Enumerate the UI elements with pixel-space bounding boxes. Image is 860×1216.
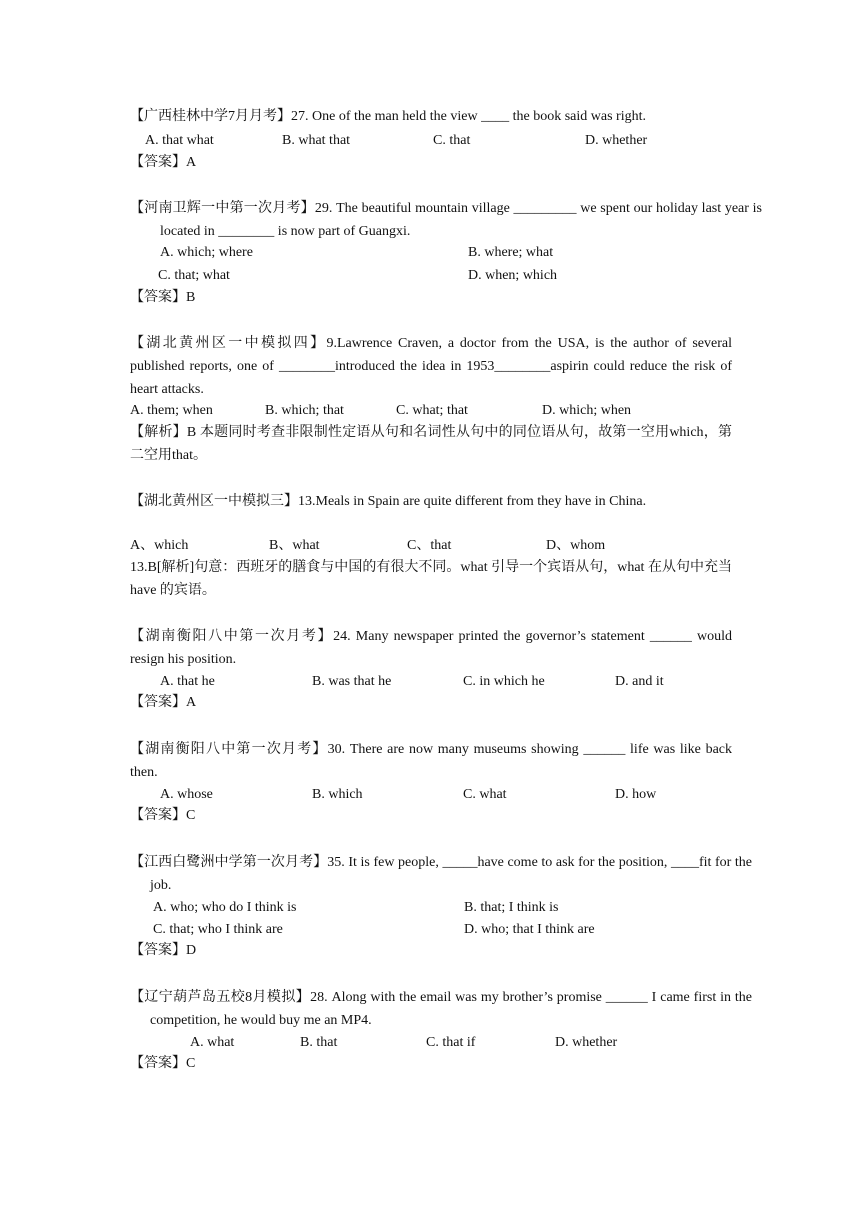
question-2-option-c: C. that; what (158, 268, 230, 283)
question-7-text: 【江西白鹭洲中学第一次月考】35. It is few people, _____have come to ask for the position, ____fit for the job. (130, 855, 752, 893)
question-4-option-d: D、whom (546, 538, 606, 553)
question-6-option-d: D. how (615, 787, 657, 802)
question-1-option-a: A. that what (145, 133, 214, 148)
question-8-option-d: D. whether (555, 1035, 618, 1050)
question-1-option-d: D. whether (585, 133, 648, 148)
question-2-option-b: B. where; what (468, 245, 554, 260)
question-3-option-a: A. them; when (130, 403, 213, 418)
question-8-option-c: C. that if (426, 1035, 476, 1050)
question-7-answer: 【答案】D (130, 943, 197, 958)
question-1-option-b: B. what that (282, 133, 351, 148)
question-8-option-a: A. what (190, 1035, 235, 1050)
question-8-answer: 【答案】C (130, 1056, 196, 1071)
question-6-option-c: C. what (463, 787, 507, 802)
question-5-option-c: C. in which he (463, 674, 545, 689)
question-4-option-a: A、which (130, 538, 189, 553)
question-6-option-a: A. whose (160, 787, 213, 802)
question-7-option-d: D. who; that I think are (464, 922, 595, 937)
question-3-explanation: 【解析】B 本题同时考查非限制性定语从句和名词性从句中的同位语从句，故第一空用which，第二空用that。 (130, 425, 732, 463)
question-4-explanation: 13.B[解析]句意：西班牙的膳食与中国的有很大不同。what 引导一个宾语从句，what 在从句中充当 have 的宾语。 (130, 560, 732, 598)
question-3-option-b: B. which; that (265, 403, 344, 418)
question-4-text: 【湖北黄州区一中模拟三】13.Meals in Spain are quite different from they have in China. (130, 494, 647, 509)
question-3-option-d: D. which; when (542, 403, 632, 418)
question-2-answer: 【答案】B (130, 290, 196, 305)
question-3-text: 【湖北黄州区一中模拟四】9.Lawrence Craven, a doctor from the USA, is the author of several published reports, one of ________introduced the idea in 1953________aspirin could reduce the risk of heart attacks. (130, 336, 732, 397)
question-2-option-d: D. when; which (468, 268, 558, 283)
question-7-option-b: B. that; I think is (464, 900, 559, 915)
question-5-option-a: A. that he (160, 674, 215, 689)
question-6-text: 【湖南衡阳八中第一次月考】30. There are now many museums showing ______ life was like back then. (130, 742, 732, 780)
question-4-option-c: C、that (407, 538, 452, 553)
question-1-option-c: C. that (433, 133, 471, 148)
question-6-option-b: B. which (312, 787, 363, 802)
question-5-option-d: D. and it (615, 674, 664, 689)
question-5-option-b: B. was that he (312, 674, 392, 689)
question-7-option-a: A. who; who do I think is (153, 900, 297, 915)
question-6-answer: 【答案】C (130, 808, 196, 823)
question-5-answer: 【答案】A (130, 695, 197, 710)
question-4-option-b: B、what (269, 538, 320, 553)
question-3-option-c: C. what; that (396, 403, 468, 418)
question-2-option-a: A. which; where (160, 245, 253, 260)
question-8-option-b: B. that (300, 1035, 338, 1050)
question-1-answer: 【答案】A (130, 155, 197, 170)
question-1-text: 【广西桂林中学7月月考】27. One of the man held the view ____ the book said was right. (130, 109, 646, 124)
question-2-text: 【河南卫辉一中第一次月考】29. The beautiful mountain village _________ we spent our holiday last year is located in ________ is now part of Guangxi. (130, 201, 762, 239)
question-7-option-c: C. that; who I think are (153, 922, 283, 937)
question-5-text: 【湖南衡阳八中第一次月考】24. Many newspaper printed the governor’s statement ______ would resign his position. (130, 629, 732, 667)
question-8-text: 【辽宁葫芦岛五校8月模拟】28. Along with the email was my brother’s promise ______ I came first in the competition, he would buy me an MP4. (130, 990, 752, 1028)
